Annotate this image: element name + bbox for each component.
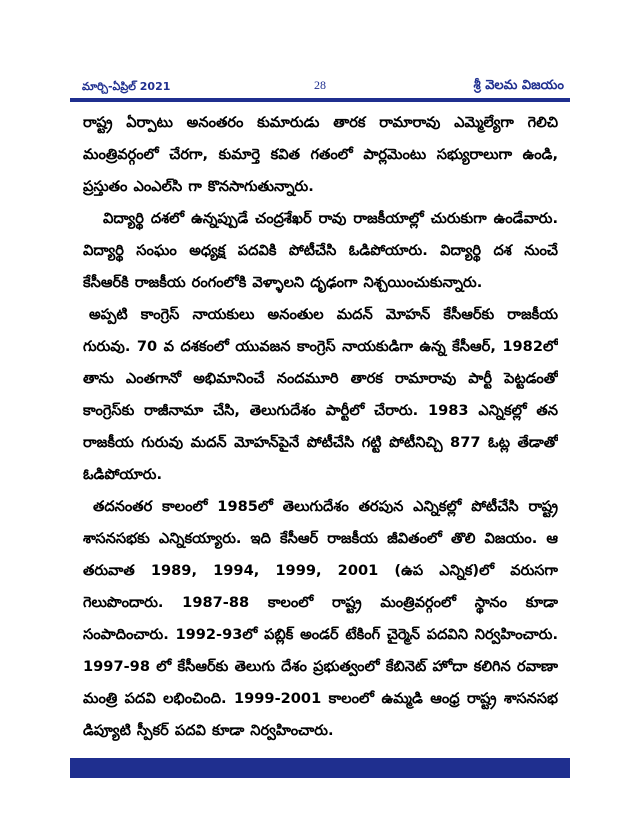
page-header [70, 78, 570, 102]
paragraph-2: విద్యార్థి దశలో ఉన్నప్పుడే చంద్రశేఖర్ రావు రాజకీయాల్లో చురుకుగా ఉండేవారు. విద్యార్థి సంఘం అధ్యక్ష పదవికి పోటీచేసి ఓడిపోయారు. విద్యార్థి దశ నుంచే కేసీఆర్‌కి రాజకీయ రంగంలోకి వెళ్ళాలని దృఢంగా నిశ్చయించుకున్నారు. [83, 210, 558, 291]
page-number: 28 [314, 78, 326, 92]
article-body [83, 107, 558, 749]
paragraph-4: తదనంతర కాలంలో 1985లో తెలుగుదేశం తరపున ఎన్నికల్లో పోటీచేసి రాష్ట్ర శాసనసభకు ఎన్నికయ్యారు. ఇది కేసీఆర్ రాజకీయ జీవితంలో తొలి విజయం. ఆ తరువాత 1989, 1994, 1999, 2001 (ఉప ఎన్నిక)లో వరుసగా గెలుపొందారు. 1987-88 కాలంలో రాష్ట్ర మంత్రివర్గంలో స్థానం కూడా సంపాదించారు. 1992-93లో పబ్లిక్ అండర్ టేకింగ్ చైర్మెన్ పదవిని నిర్వహించారు. 1997-98 లో కేసీఆర్‌కు తెలుగు దేశం ప్రభుత్వంలో కేబినెట్ హోదా కలిగిన రవాణా మంత్రి పదవి లభించింది. 1999-2001 కాలంలో ఉమ్మడి ఆంధ్ర రాష్ట్ర శాసనసభ డిప్యూటి స్పీకర్ పదవి కూడా నిర్వహించారు. [83, 498, 558, 739]
magazine-title: శ్రీ వెలమ విజయం [473, 78, 564, 93]
footer-bar [70, 758, 570, 778]
issue-date: మార్చి-ఏప్రిల్ 2021 [82, 80, 171, 93]
paragraph-1: రాష్ట్ర ఏర్పాటు అనంతరం కుమారుడు తారక రామారావు ఎమ్మెల్యేగా గెలిచి మంత్రివర్గంలో చేరగా, కుమార్తె కవిత గతంలో పార్లమెంటు సభ్యురాలుగా ఉండి, ప్రస్తుతం ఎంఎల్‌సి గా కొనసాగుతున్నారు. [83, 114, 558, 195]
paragraph-3: అప్పటి కాంగ్రెస్ నాయకులు అనంతుల మదన్ మోహన్ కేసీఆర్‌కు రాజకీయ గురువు. 70 వ దశకంలో యువజన కాంగ్రెస్ నాయకుడిగా ఉన్న కేసీఆర్, 1982లో తాను ఎంతగానో అభిమానించే నందమూరి తారక రామారావు పార్టీ పెట్టడంతో కాంగ్రెస్‌కు రాజీనామా చేసి, తెలుగుదేశం పార్టీలో చేరారు. 1983 ఎన్నికల్లో తన రాజకీయ గురువు మదన్ మోహన్‌పైనే పోటీచేసి గట్టి పోటీనిచ్చి 877 ఓట్ల తేడాతో ఓడిపోయారు. [83, 306, 558, 483]
